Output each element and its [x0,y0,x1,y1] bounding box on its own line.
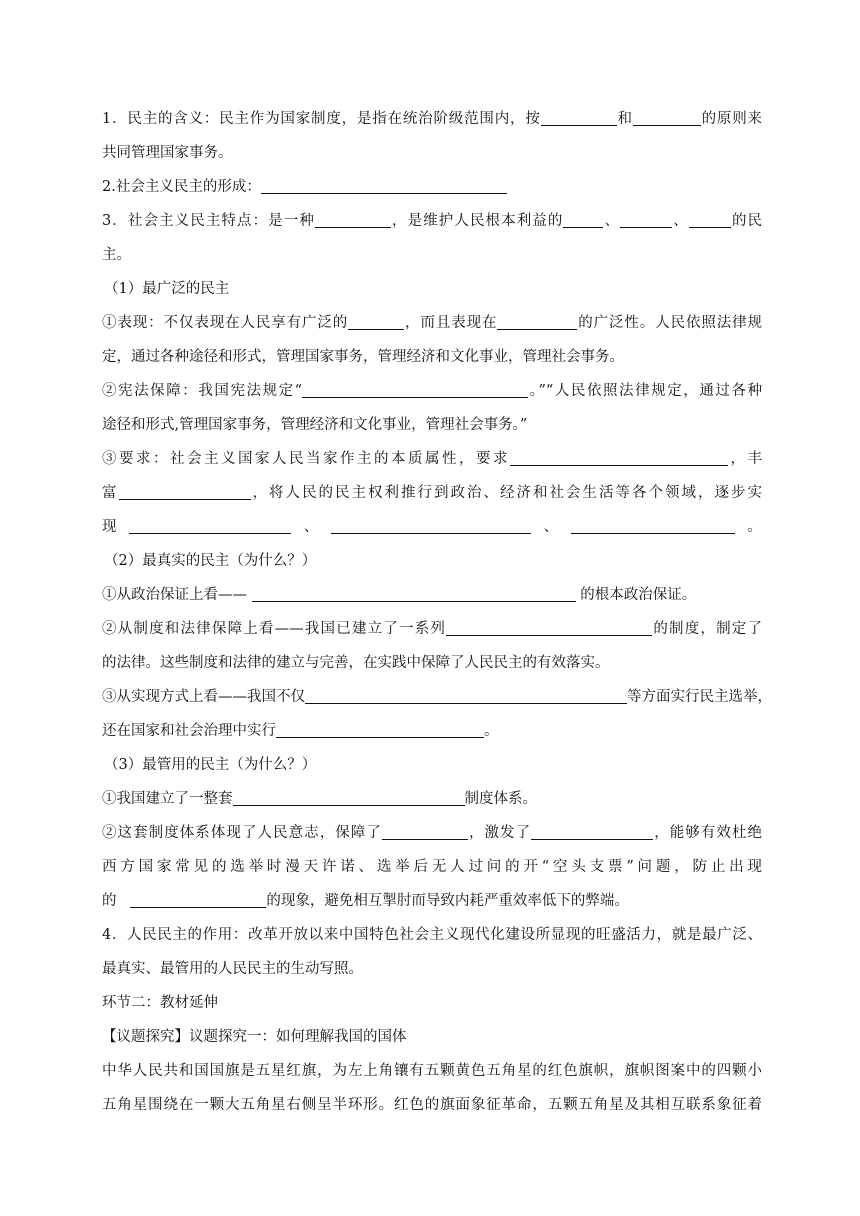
fill-blank[interactable] [233,790,465,806]
text-segment: 的 [102,893,117,909]
fill-blank[interactable] [620,212,672,228]
text-segment: 西方国家常见的选举时漫天许诺、选举后无人过问的开“空头支票”问题，防止出现 [102,859,762,875]
fill-blank[interactable] [689,212,731,228]
fill-blank[interactable] [446,620,652,636]
text-line-10 [102,415,762,435]
text-line-16 [102,619,762,639]
text-segment: 五角星围绕在一颗大五角星右侧呈半环形。红色的旗面象征革命，五颗五角星及其相互联系象征着 [102,1097,762,1113]
text-line-23 [102,857,762,877]
text-line-18 [102,687,772,707]
text-segment: 定，通过各种途径和形式，管理国家事务，管理经济和文化事业，管理社会事务。 [102,349,624,365]
text-segment: 的现象，避免相互掣肘而导致内耗严重效率低下的弊端。 [266,893,629,909]
text-segment: ，激发了 [467,825,532,841]
text-segment: （2）最真实的民主（为什么？） [104,553,317,569]
fill-blank[interactable] [252,586,576,602]
text-line-12 [102,483,762,503]
text-segment: 共同管理国家事务。 [102,145,233,161]
fill-blank[interactable] [129,518,291,534]
text-segment: 的法律。这些制度和法律的建立与完善，在实践中保障了人民民主的有效落实。 [102,655,610,671]
text-line-6 [104,279,764,299]
text-segment: 、 [603,213,621,229]
text-line-3 [102,177,762,197]
text-line-19 [102,721,762,741]
text-segment: 1．民主的含义：民主作为国家制度，是指在统治阶级范围内，按 [102,111,541,127]
text-segment: 和 [616,111,633,127]
fill-blank[interactable] [497,314,577,330]
text-line-24 [102,891,762,911]
text-segment: ②宪法保障：我国宪法规定“ [102,383,303,399]
text-segment: 中华人民共和国国旗是五星红旗，为左上角镶有五颗黄色五角星的红色旗帜，旗帜图案中的四颗小 [102,1063,762,1079]
text-segment: 、 [291,519,332,535]
fill-blank[interactable] [261,178,507,194]
text-segment: （3）最管用的民主（为什么？） [104,757,317,773]
fill-blank[interactable] [531,824,653,840]
text-segment: 的原则来 [700,111,763,127]
text-segment: 、 [531,519,571,535]
text-line-1 [102,109,762,129]
text-segment: 的广泛性。人民依照法律规 [577,315,763,331]
text-line-26 [102,959,762,979]
text-segment: 主。 [102,247,131,263]
text-segment: ②从制度和法律保障上看——我国已建立了一系列 [102,621,447,637]
fill-blank[interactable] [305,688,627,704]
fill-blank[interactable] [563,212,603,228]
text-segment: ，而且表现在 [404,315,498,331]
text-line-14 [104,551,764,571]
text-segment: 最真实、最管用的人民民主的生动写照。 [102,961,363,977]
text-segment: 等方面实行民主选举， [627,689,772,705]
section-heading [102,993,762,1013]
text-segment: 制度体系。 [464,791,537,807]
fill-blank[interactable] [541,110,617,126]
fill-blank[interactable] [571,518,735,534]
text-segment: ，能够有效杜绝 [653,825,763,841]
text-line-22 [102,823,762,843]
text-segment: 4．人民民主的作用：改革开放以来中国特色社会主义现代化建设所显现的旺盛活力，就是最广泛、 [102,927,762,943]
fill-blank[interactable] [382,824,468,840]
fill-blank[interactable] [331,518,531,534]
text-segment: 【议题探究】议题探究一：如何理解我国的国体 [102,1029,407,1045]
text-segment: ①从政治保证上看—— [102,587,247,603]
text-line-21 [102,789,762,809]
fill-blank[interactable] [130,892,266,908]
text-segment: ，将人民的民主权利推行到政治、经济和社会生活等各个领域，逐步实 [250,485,762,501]
fill-blank[interactable] [276,722,484,738]
text-segment: 还在国家和社会治理中实行 [102,723,276,739]
text-segment: 途径和形式,管理国家事务，管理经济和文化事业，管理社会事务。” [102,417,528,433]
fill-blank[interactable] [510,450,728,466]
text-segment: 的根本政治保证。 [580,587,697,603]
text-line-4 [102,211,762,231]
fill-blank[interactable] [302,382,528,398]
fill-blank[interactable] [315,212,391,228]
text-segment: ③要求：社会主义国家人民当家作主的本质属性，要求 [102,451,510,467]
text-line-29 [102,1061,762,1081]
text-segment: 环节二：教材延伸 [102,995,218,1011]
text-segment: ①表现：不仅表现在人民享有广泛的 [102,315,349,331]
text-segment: 3．社会主义民主特点：是一种 [102,213,315,229]
text-line-7 [102,313,762,333]
text-segment: ，丰 [728,451,762,467]
text-line-20 [104,755,764,775]
text-segment: 的制度，制定了 [652,621,762,637]
text-segment: 2.社会主义民主的形成： [102,179,261,195]
text-segment: 。 [484,723,499,739]
text-segment: ①我国建立了一整套 [102,791,233,807]
fill-blank[interactable] [633,110,701,126]
fill-blank[interactable] [119,484,251,500]
text-segment: ②这套制度体系体现了人民意志，保障了 [102,825,382,841]
text-line-30 [102,1095,762,1115]
text-line-2 [102,143,762,163]
text-line-25 [102,925,762,945]
text-line-17 [102,653,762,673]
text-segment: 。 [734,519,763,535]
text-line-15 [102,585,712,605]
text-segment: 、 [672,213,689,229]
topic-heading [102,1027,762,1047]
text-line-8 [102,347,762,367]
text-segment: 的民 [730,213,763,229]
text-segment: 。”“人民依照法律规定，通过各种 [528,383,763,399]
text-line-5 [102,245,762,265]
text-line-13 [102,517,762,537]
text-segment: （1）最广泛的民主 [104,281,230,297]
text-segment: ，是维护人民根本利益的 [390,213,564,229]
text-line-9 [102,381,762,401]
text-line-11 [102,449,762,469]
text-segment: 现 [102,519,130,535]
text-segment: ③从实现方式上看——我国不仅 [102,689,305,705]
fill-blank[interactable] [348,314,404,330]
text-segment: 富 [102,485,119,501]
